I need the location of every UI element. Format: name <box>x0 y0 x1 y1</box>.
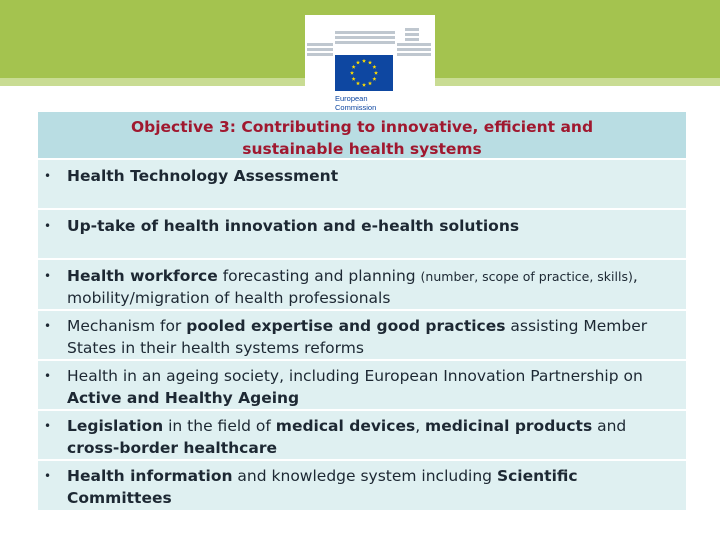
item-text <box>67 416 680 459</box>
star-icon <box>372 65 376 69</box>
item-text-part: medicinal products <box>425 417 593 435</box>
logo-line-1: European <box>335 94 368 103</box>
item-text-part: assisting Member States in their health systems reforms <box>67 317 648 357</box>
item-text <box>67 166 680 188</box>
item-text-part: , mobility/migration of health professionals <box>67 267 638 307</box>
star-icon <box>350 71 354 75</box>
star-icon <box>368 60 372 64</box>
eu-flag-icon <box>335 55 393 91</box>
list-item <box>38 311 686 361</box>
item-text-part: and <box>592 417 627 435</box>
star-icon <box>368 81 372 85</box>
bullet: • <box>44 419 52 433</box>
item-text-part: in the field of <box>163 417 276 435</box>
bullet: • <box>44 369 52 383</box>
item-text-part: Health Technology Assessment <box>67 167 339 185</box>
objective-title-line-1: Objective 3: Contributing to innovative, efficient and <box>130 118 594 136</box>
star-icon <box>362 59 366 63</box>
item-text-part: Health information <box>67 467 233 485</box>
item-text <box>67 366 680 409</box>
item-text <box>67 266 680 309</box>
list-item <box>38 361 686 411</box>
item-text <box>67 466 680 509</box>
star-icon <box>372 77 376 81</box>
bullet: • <box>44 169 52 183</box>
objective-title-line-2: sustainable health systems <box>242 140 482 158</box>
objectives-table <box>38 112 686 512</box>
list-item <box>38 461 686 512</box>
bullet: • <box>44 219 52 233</box>
star-icon <box>356 60 360 64</box>
bullet: • <box>44 319 52 333</box>
item-text-part: pooled expertise and good practices <box>186 317 506 335</box>
item-text-part: and knowledge system including <box>232 467 497 485</box>
item-text-part: Scientific Committees <box>67 467 578 507</box>
item-text-part: Health in an ageing society, including European Innovation Partnership on <box>67 367 643 385</box>
star-icon <box>362 83 366 87</box>
list-item <box>38 210 686 260</box>
item-text-part: cross-border healthcare <box>67 438 277 457</box>
item-text-part: Health workforce <box>67 267 218 285</box>
star-icon <box>374 71 378 75</box>
bullet: • <box>44 269 52 283</box>
star-icon <box>352 77 356 81</box>
bullet: • <box>44 469 52 483</box>
item-text-part: Mechanism for <box>67 317 187 335</box>
star-icon <box>352 65 356 69</box>
list-item <box>38 160 686 210</box>
item-text-part: , <box>415 417 426 435</box>
item-text-part: Up-take of health innovation and e-health solutions <box>67 217 520 235</box>
item-text-part: forecasting and planning <box>217 267 421 285</box>
item-text-part: (number, scope of practice, skills) <box>420 269 633 284</box>
item-text <box>67 316 680 359</box>
item-text-part: Active and Healthy Ageing <box>67 388 300 407</box>
logo-text <box>335 94 376 112</box>
list-item <box>38 260 686 311</box>
star-icon <box>356 81 360 85</box>
logo-line-2: Commission <box>335 103 377 112</box>
item-text <box>67 216 680 238</box>
item-text-part: Legislation <box>67 417 164 435</box>
list-item <box>38 411 686 461</box>
european-commission-logo <box>305 15 435 112</box>
objective-title <box>38 112 686 160</box>
item-text-part: medical devices <box>275 417 416 435</box>
